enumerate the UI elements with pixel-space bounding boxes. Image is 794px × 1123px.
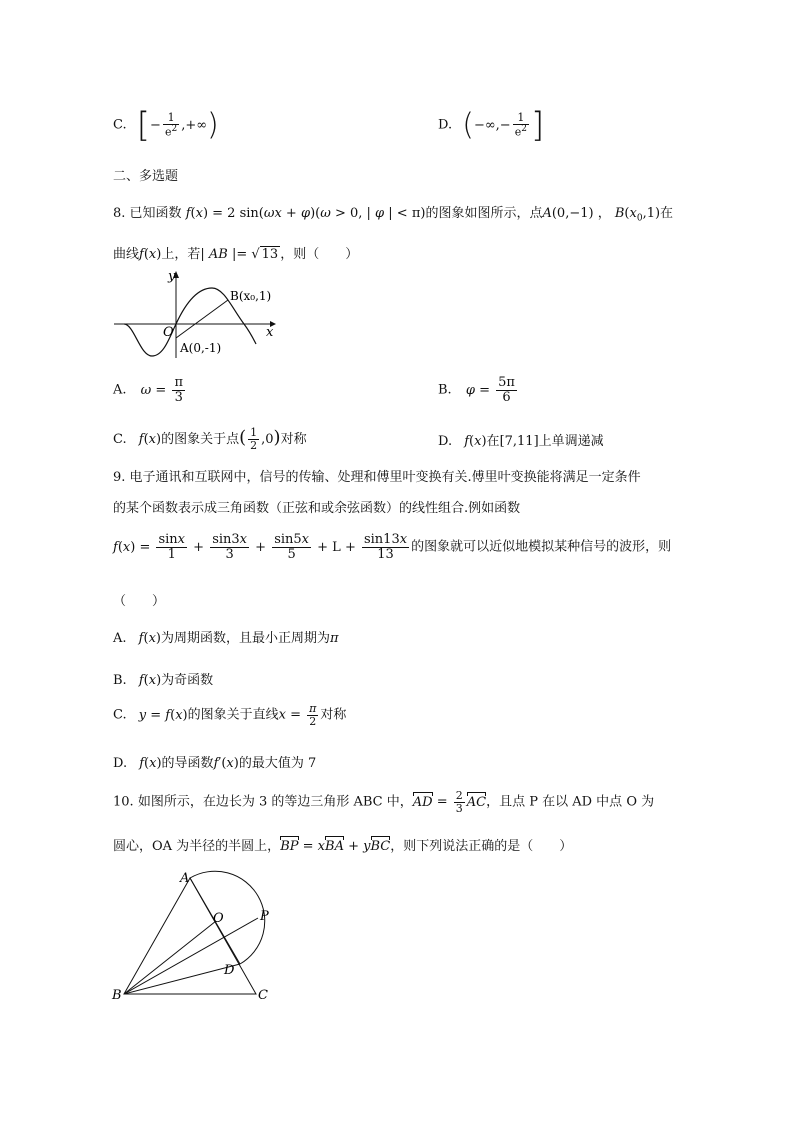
q8-option-d-text-c: 上单调递减	[538, 434, 604, 449]
q10-line1: 10. 如图所示，在边长为 3 的等边三角形 ABC 中，AD = $\frac{2}{3}$ AC，且点 P 在以 AD 中点 O 为	[113, 789, 655, 815]
q9-line1	[113, 466, 641, 485]
q9-option-d-text-b: 的最大值为 7	[238, 756, 317, 771]
q10-figure	[108, 868, 283, 1008]
q8-stem-a: 已知函数	[129, 206, 182, 221]
q7-option-d-math: (−∞,− $\frac{1}{e^2}$ ]	[462, 105, 545, 145]
q10-segment-bp	[124, 918, 258, 994]
q8-option-b: B. φ = $\frac{5\pi}{6}$	[438, 375, 515, 405]
q10-line2-b: ，则下列说法正确的是（ ）	[390, 839, 573, 854]
q7-option-c	[113, 105, 219, 145]
q10-segment-bd	[124, 964, 240, 994]
q8-stem-b: 的图象如图所示，点	[425, 206, 543, 221]
q10-line1-a: 如图所示，在边长为 3 的等边三角形 ABC 中，	[137, 794, 413, 810]
q10-label-a: A	[180, 871, 190, 886]
q8-option-d-interval: [7,11]	[499, 434, 539, 449]
q9-line1-text: 电子通讯和互联网中，信号的传输、处理和傅里叶变换有关.傅里叶变换能将满足一定条件	[129, 470, 641, 485]
q8-option-c: C. f(x)的图象关于点( $\frac{1}{2}$ ,0)对称	[113, 426, 307, 452]
q9-option-d: D. f(x)的导函数f′(x)的最大值为 7	[113, 756, 317, 771]
q9-line4: （ ）	[113, 594, 166, 609]
q9-option-a: A. f(x)为周期函数，且最小正周期为π	[113, 631, 339, 646]
q8-function-expr: f	[185, 206, 191, 221]
q10-segment-bo	[124, 921, 216, 994]
q8-stem-f: ，则（ ）	[280, 247, 359, 262]
q9-option-a-label: A.	[113, 631, 127, 646]
q8-option-d: D. f(x)在[7,11]上单调递减	[438, 434, 604, 449]
q8-option-a-label: A.	[113, 382, 127, 398]
q8-stem-line2: 曲线f(x)上，若| AB |= √ 13 ，则（ ）	[113, 247, 359, 262]
q8-option-d-label: D.	[438, 434, 453, 449]
q10-label-o: O	[213, 911, 224, 926]
q9-option-c-label: C.	[113, 707, 127, 723]
q10-label-p: P	[260, 909, 269, 924]
q8-option-b-label: B.	[438, 382, 452, 398]
q8-label-origin: O	[163, 325, 174, 340]
section-title: 二、多选题	[113, 169, 179, 184]
q8-label-b: B(x₀,1)	[230, 289, 272, 303]
q10-label-c: C	[258, 988, 268, 1003]
q9-line2: 的某个函数表示成三角函数（正弦和或余弦函数）的线性组合.例如函数	[113, 501, 521, 516]
q9-option-b: B. f(x)为奇函数	[113, 673, 214, 688]
q9-option-a-text: 为周期函数，且最小正周期为	[160, 631, 330, 646]
q8-label-a: A(0,-1)	[180, 341, 222, 355]
q8-stem-d: 曲线	[113, 247, 140, 262]
q7-option-c-label: C.	[113, 117, 127, 133]
q9-option-b-label: B.	[113, 673, 127, 688]
q8-label-x: x	[266, 325, 274, 340]
q8-option-c-text-b: 对称	[280, 432, 307, 447]
q10-number: 10.	[113, 794, 134, 810]
q9-option-c: C. y = f(x)的图象关于直线x = $\frac{\pi}{2}$ 对称	[113, 702, 347, 728]
q9-number: 9.	[113, 470, 126, 485]
q7-option-d	[438, 105, 545, 145]
q10-line2: 圆心，OA 为半径的半圆上，BP = xBA + yBC，则下列说法正确的是（ ）	[113, 839, 573, 854]
q9-option-b-text: 为奇函数	[161, 673, 214, 688]
q10-label-b: B	[112, 988, 122, 1003]
q10-line2-a: 圆心，OA 为半径的半圆上，	[113, 839, 281, 854]
q8-stem-c: 在	[660, 206, 674, 221]
q8-option-d-text-a: 在	[486, 434, 500, 449]
q7-option-c-math: [− $\frac{1}{e^2}$ ,+∞)	[136, 105, 219, 145]
q8-option-c-text-a: 的图象关于点	[161, 432, 240, 447]
q7-option-d-label: D.	[438, 117, 453, 133]
q9-option-d-label: D.	[113, 756, 128, 771]
q8-stem-e: 上，若	[161, 247, 201, 262]
q10-line1-b: ，且点 P 在以 AD 中点 O 为	[486, 794, 655, 810]
q8-option-c-label: C.	[113, 432, 127, 447]
q9-line3-tail: 的图象就可以近似地模拟某种信号的波形，则	[411, 539, 672, 555]
q8-label-y: y	[168, 269, 176, 284]
q9-option-d-text-a: 的导函数	[161, 756, 214, 771]
q8-option-a: A. ω = $\frac{\pi}{3}$	[113, 375, 183, 405]
q8-segment-ab	[176, 300, 228, 338]
q9-option-c-text-b: 对称	[320, 707, 347, 723]
q9-option-c-text-a: 的图象关于直线	[187, 707, 279, 723]
q8-graph	[112, 268, 282, 363]
q10-label-d: D	[224, 963, 235, 978]
q9-fourier-series: f(x) = $\frac{\sin x}{1}$ + $\frac{\sin 3x}{3}$ + $\frac{\sin 5x}{5}$ + L + $\frac{\sin 13x}{13}$	[113, 532, 408, 562]
q8-number: 8.	[113, 206, 126, 221]
q8-stem-line1: 8. 已知函数 f(x) = 2 sin(ωx + φ)(ω > 0, | φ | < π)的图象如图所示，点A(0,−1) ， $B(x_0,1)$在	[113, 206, 674, 224]
q9-line3	[113, 533, 671, 561]
